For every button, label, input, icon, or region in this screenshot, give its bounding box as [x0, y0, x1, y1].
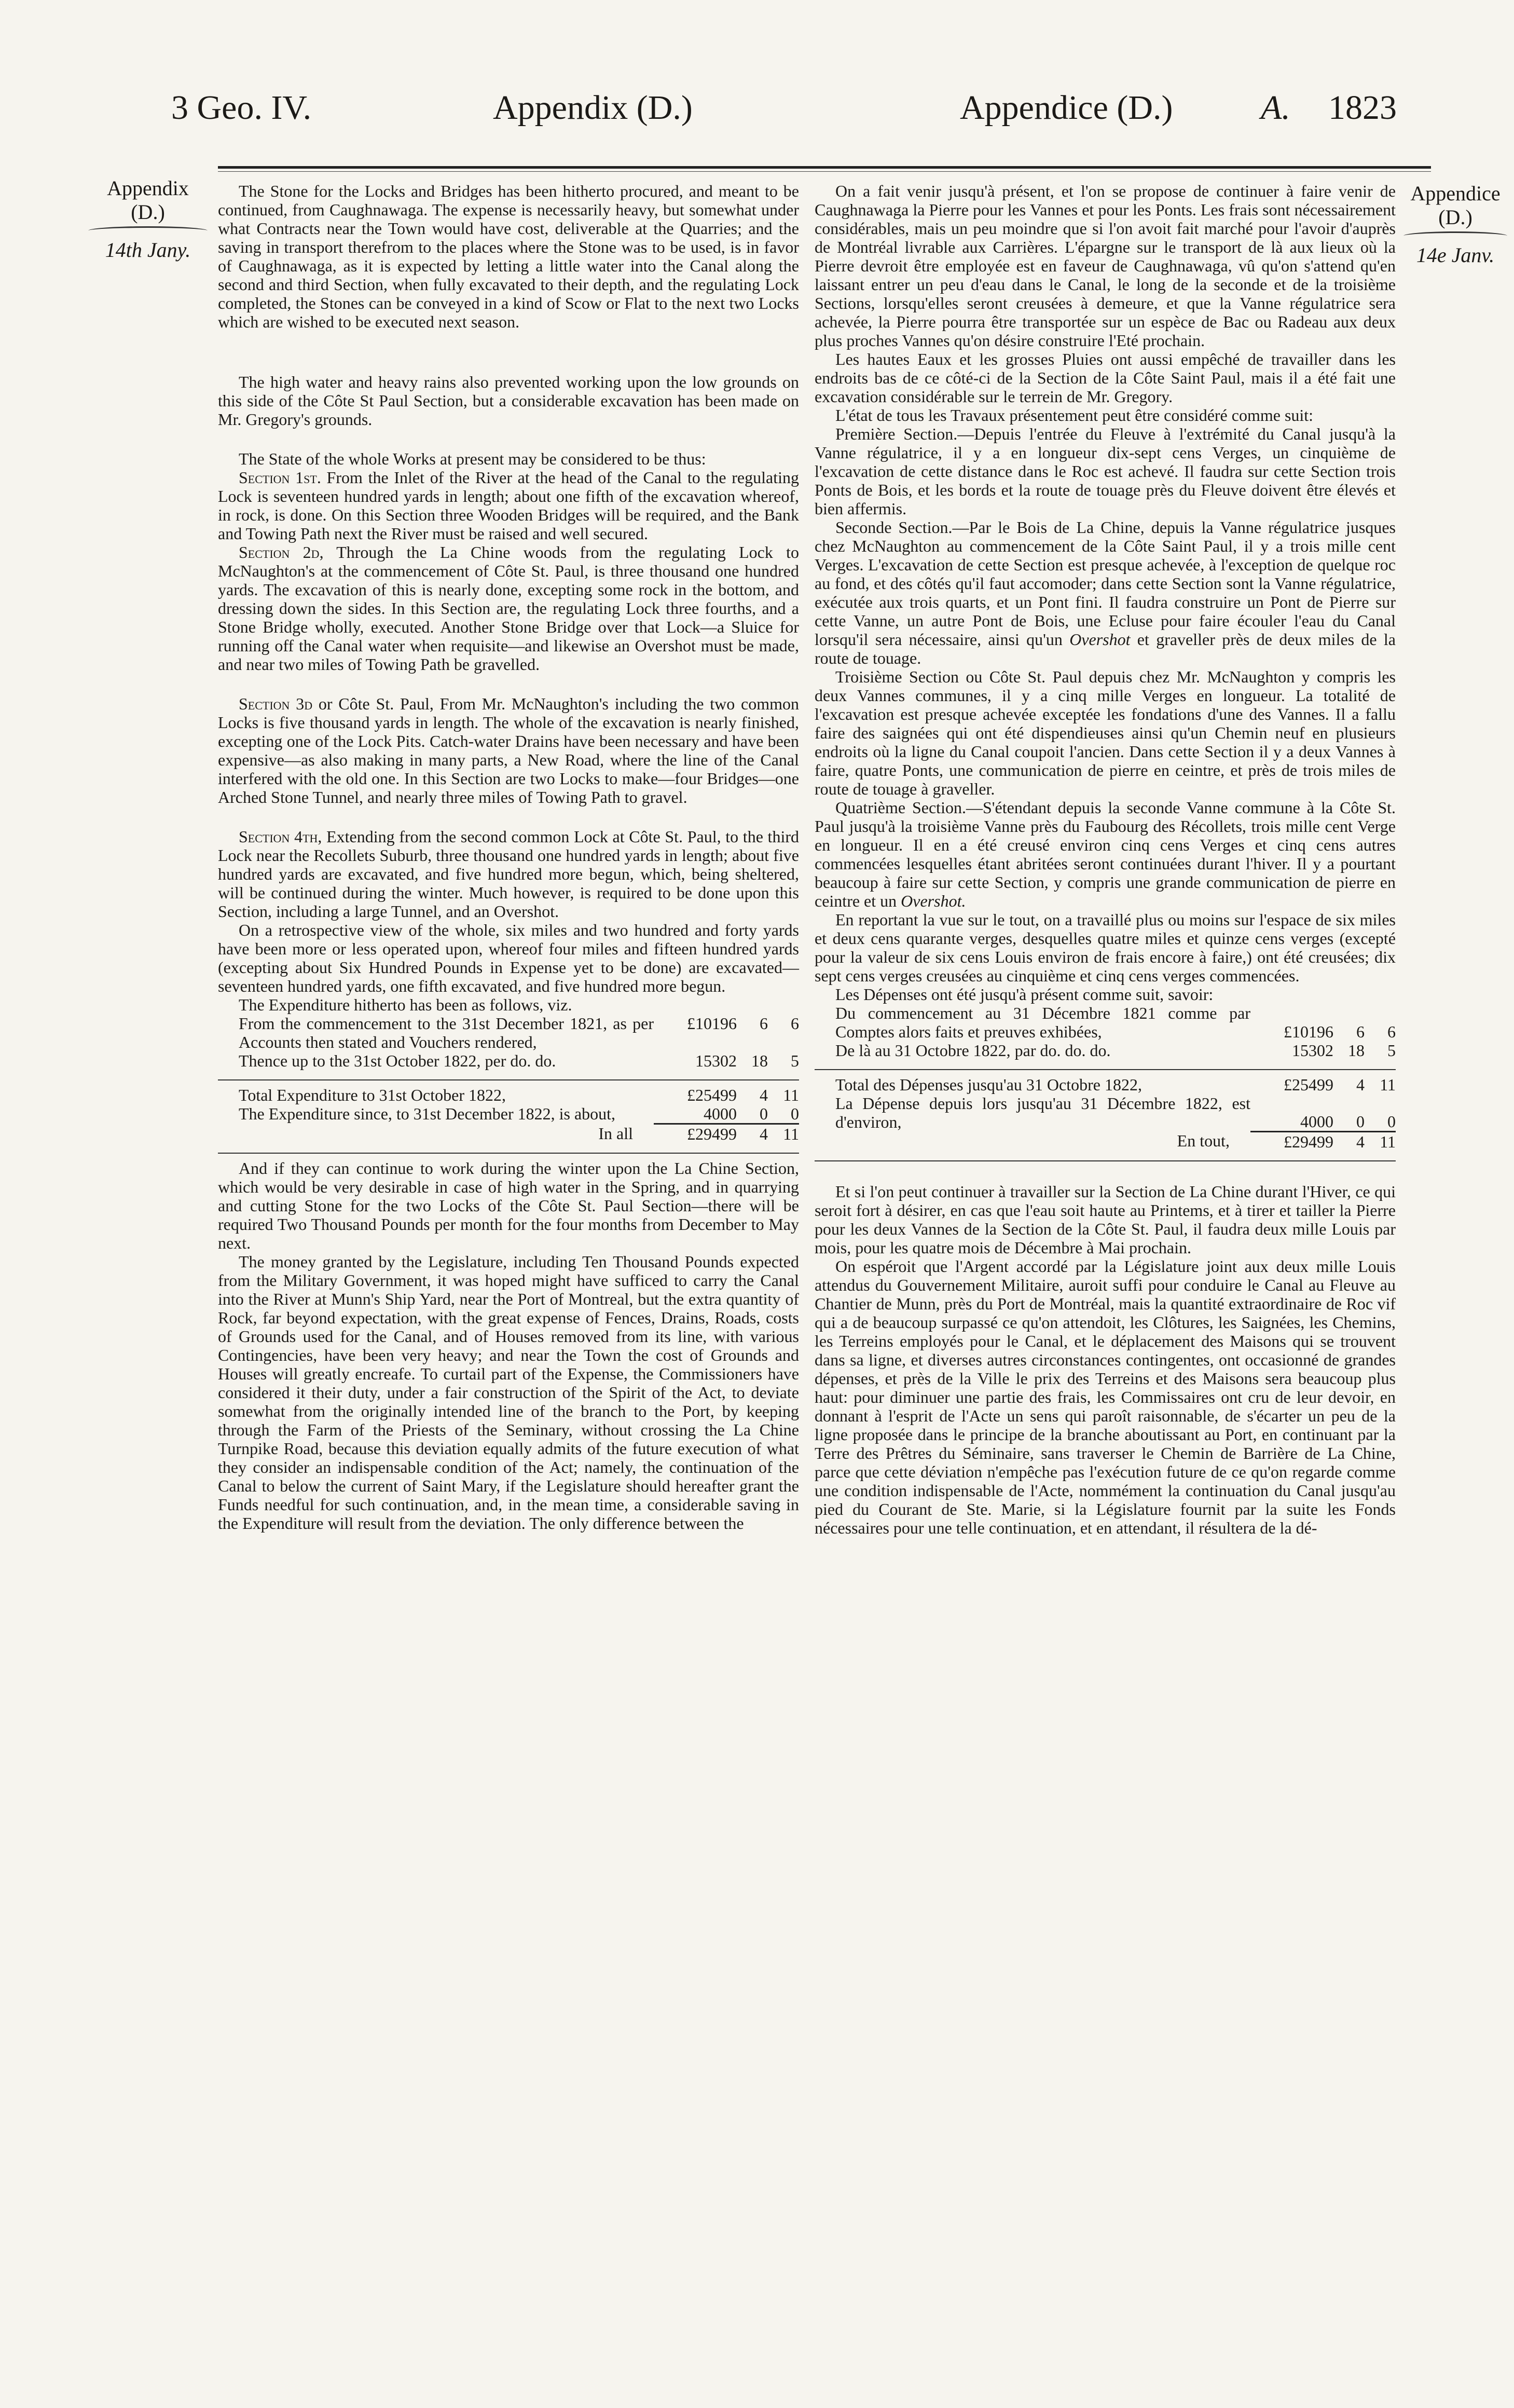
pence: 11 [1380, 1075, 1396, 1094]
shillings: 4 [1333, 1131, 1365, 1151]
shillings: 6 [1356, 1022, 1365, 1041]
margin-code: (D.) [1438, 206, 1472, 229]
header-rule-thin [218, 171, 1431, 172]
row-label: Thence up to the 31st October 1822, per do. do. [239, 1051, 556, 1070]
pence: 5 [1387, 1041, 1396, 1060]
row-label: Total des Dépenses jusqu'au 31 Octobre 1822, [835, 1075, 1142, 1094]
row-label: From the commencement to the 31st December 1821, as per Accounts then stated and Vouchers rendered, [239, 1014, 654, 1051]
table-row [218, 1104, 799, 1124]
section-paragraph [218, 827, 799, 921]
header-title-en: Appendix (D.) [493, 89, 693, 127]
totals-table [218, 1086, 799, 1143]
expenditure-table [218, 1014, 799, 1070]
margin-note-left [88, 176, 208, 262]
table-row [815, 1075, 1396, 1094]
section-text: or Côte St. Paul, From Mr. McNaughton's including the two common Locks is five thousand yards in length. The whole of the excavation is nearly finished, excepting one of the Lock Pits. Catch-water Drains have been necessary and have been expensive—as also making in many parts, a New Road, where the line of the Canal interfered with the old one. In this Section are two Locks to make—four Bridges—one Arched Stone Tunnel, and nearly three miles of Towing Path to gravel. [218, 694, 799, 806]
row-label: En tout, [1177, 1131, 1230, 1150]
paragraph: The Expenditure hitherto has been as follows, viz. [239, 995, 572, 1014]
section-heading: Section 4th, [239, 827, 322, 846]
shillings: 0 [1356, 1112, 1365, 1131]
pounds: £29499 [654, 1124, 737, 1144]
table-row [218, 1051, 799, 1070]
header-title-fr: Appendice (D.) [960, 89, 1173, 127]
table-row [815, 1131, 1396, 1151]
row-label: De là au 31 Octobre 1822, par do. do. do. [835, 1041, 1111, 1060]
paragraph: Troisième Section ou Côte St. Paul depuis chez Mr. McNaughton y compris les deux Vannes communes, il y a cinq mille Verges en longueur. La totalité de l'excavation est presque achevée exceptée les fondations d'une des Vannes. Il a fallu faire des saignées qui ont été dispendieuses ainsi qu'un Chemin neuf en plusieurs endroits où la ligne du Canal coupoit l'ancien. Dans cette Section il y a deux Vannes à faire, quatre Ponts, une communication de pierre en ceintre, et près de trois miles de route de touage à graveller. [815, 667, 1396, 798]
table-row [218, 1014, 799, 1051]
pence: 11 [783, 1086, 799, 1104]
shillings: 18 [751, 1051, 768, 1070]
section-heading: Section 1st. [239, 468, 321, 487]
section-paragraph [218, 543, 799, 674]
margin-label: Appendice [1410, 182, 1501, 205]
paragraph: The State of the whole Works at present may be considered to be thus: [239, 449, 706, 468]
expenditure-table [815, 1004, 1396, 1060]
table-row [815, 1004, 1396, 1041]
section-text: et graveller près de deux miles de la route de touage. [815, 630, 1396, 667]
pounds: £10196 [687, 1014, 737, 1033]
pounds: £25499 [687, 1086, 737, 1104]
pence: 6 [791, 1014, 799, 1033]
pounds: 15302 [695, 1051, 737, 1070]
paragraph: Première Section.—Depuis l'entrée du Fleuve à l'extrémité du Canal jusqu'à la Vanne régulatrice, il y a en longueur dix-sept cens Verges, un cinquième de l'excavation de cette distance dans le Roc est achevé. Il faudra sur cette Section trois Ponts de Bois, et les bords et la route de touage près du Fleuve doivent être élevés et bien affermis. [815, 425, 1396, 518]
shillings: 4 [1356, 1075, 1365, 1094]
running-head [171, 88, 1436, 150]
shillings: 6 [760, 1014, 768, 1033]
margin-date: 14th Jany. [105, 238, 191, 262]
paragraph: And if they can continue to work during the winter upon the La Chine Section, which would be very desirable in case of high water in the Spring, and in quarrying and cutting Stone for the two Locks of the Côte St. Paul Section—there will be required Two Thousand Pounds per month for the four months from December to May next. [218, 1159, 799, 1252]
table-row [815, 1041, 1396, 1060]
section-paragraph [815, 518, 1396, 667]
section-text: From the Inlet of the River at the head of the Canal to the regulating Lock is seventeen hundred yards in length; about one fifth of the excavation whereof, in rock, is done. On this Section three Wooden Bridges will be required, and the Bank and Towing Path next the River must be raised and well secured. [218, 468, 799, 543]
margin-brace [88, 226, 208, 235]
pounds: £25499 [1284, 1075, 1333, 1094]
paragraph: The Stone for the Locks and Bridges has been hitherto procured, and meant to be continued, from Caughnawaga. The expense is necessarily heavy, but somewhat under what Contracts near the Town would have cost, deliverable at the Quarries; and the saving in transport therefrom to the places where the Stone was to be used, is in favor of Caughnawaga, as it is expected by letting a little water into the Canal along the second and third Section, when fully excavated to their depth, and the regulating Lock completed, the Stones can be conveyed in a kind of Scow or Flat to the next two Locks which are wished to be executed next season. [218, 182, 799, 331]
english-column [218, 182, 799, 1533]
paragraph: Les hautes Eaux et les grosses Pluies ont aussi empêché de travailler dans les endroits bas de ce côté-ci de la Section de la Côte Saint Paul, mais il a été fait une excavation considérable sur le terrein de Mr. Gregory. [815, 350, 1396, 406]
paragraph: L'état de tous les Travaux présentement peut être considéré comme suit: [835, 406, 1314, 425]
total-rule [218, 1079, 799, 1080]
pounds: 4000 [704, 1104, 737, 1123]
pence: 0 [791, 1104, 799, 1123]
totals-table [815, 1075, 1396, 1151]
section-rule [815, 1160, 1396, 1161]
paragraph: En reportant la vue sur le tout, on a travaillé plus ou moins sur l'espace de six miles et deux cens quarante verges, desquelles quatre miles et quinze cens verges (excepté pour la valeur de six cens Louis environ de frais encore à faire,) ont été creusées; dix sept cens verges creusées au cinquième et cinq cens verges commencées. [815, 910, 1396, 985]
header-letter: A. [1261, 89, 1290, 127]
table-row [218, 1124, 799, 1144]
row-label: La Dépense depuis lors jusqu'au 31 Décembre 1822, est d'environ, [835, 1094, 1250, 1131]
shillings: 4 [760, 1086, 768, 1104]
paragraph: Et si l'on peut continuer à travailler sur la Section de La Chine durant l'Hiver, ce qui seroit fort à désirer, en cas que l'eau soit haute au Printems, et à tirer et tailler la Pierre pour les deux Vannes de la Section de la Côte St. Paul, il faudra deux mille Louis par mois, pour les quatre mois de Décembre à Mai prochain. [815, 1182, 1396, 1257]
section-text: Extending from the second common Lock at Côte St. Paul, to the third Lock near the Recollets Suburb, three thousand one hundred yards in length; about five hundred yards are excavated, and five hundred more begun, which, being sheltered, will be continued during the winter. Much however, is required to be done upon this Section, including a large Tunnel, and an Overshot. [218, 827, 799, 921]
italic-term: Overshot. [901, 892, 966, 910]
pence: 11 [1365, 1131, 1396, 1151]
paragraph: On a fait venir jusqu'à présent, et l'on se propose de continuer à faire venir de Caughnawaga la Pierre pour les Vannes et pour les Ponts. Les frais sont nécessairement considérables, mais un peu moindre que si l'on avoit fait marché pour l'avoir d'auprès de Montréal livrable aux Carrières. L'épargne sur le transport de là aux lieux où la Pierre devroit être employée est en faveur de Caughnawaga, vû qu'on s'attend qu'en laissant entrer un peu d'eau dans le Canal, le long de la seconde et de la troisième Sections, lorsqu'elles seront creusées à demeure, et que la Vanne régulatrice sera achevée, la Pierre pourra être transportée sur un espèce de Bac ou Radeau aux deux plus proches Vannes qu'on désire construire l'Eté prochain. [815, 182, 1396, 350]
pounds: £10196 [1284, 1022, 1333, 1041]
paragraph: On a retrospective view of the whole, six miles and two hundred and forty yards have been more or less operated upon, whereof four miles and fifteen hundred yards (excepting about Six Hundred Pounds in Expense yet to be done) are excavated—seventeen hundred yards, one fifth excavated, and five hundred more begun. [218, 921, 799, 995]
paragraph: The high water and heavy rains also prevented working upon the low grounds on this side of the Côte St Paul Section, but a considerable excavation has been made on Mr. Gregory's grounds. [218, 373, 799, 429]
margin-code: (D.) [131, 200, 165, 224]
table-row [815, 1094, 1396, 1131]
row-label: Du commencement au 31 Décembre 1821 comme par Comptes alors faits et preuves exhibées, [835, 1004, 1250, 1041]
paragraph: On espéroit que l'Argent accordé par la Législature joint aux deux mille Louis attendus du Gouvernement Militaire, auroit suffi pour conduire le Canal au Fleuve au Chantier de Munn, près du Port de Montréal, mais la quantité extraordinaire de Roc vif qui a de beaucoup surpassé ce qu'on attendoit, les Clôtures, les Saignées, les Chemins, les Terreins employés pour le Canal, et le déplacement des Maisons qui se trouvent dans sa ligne, et diverses autres circonstances contingentes, ont occasionné de grandes dépenses, et près de la Ville le prix des Terreins et des Maisons sera beaucoup plus haut: pour diminuer une partie des frais, les Commissaires ont cru de leur devoir, en donnant à l'esprit de l'Acte un sens qui paroît raisonnable, de s'écarter un peu de la ligne proposée dans le principe de la branche aboutissant au Port, en continuant par la Terre des Prêtres du Séminaire, sans traverser le Chemin de Barrière de La Chine, parce que cette déviation n'empêche pas l'exécution future de ce qu'on regarde comme une condition indispensable de l'Acte, nommément la continuation du Canal jusqu'au pied du Courant de Ste. Marie, si la Législature fournit par la suite les Fonds nécessaires pour une telle continuation, et en attendant, il résultera de la dé- [815, 1256, 1396, 1537]
header-rule [218, 166, 1431, 169]
section-text: Quatrième Section.—S'étendant depuis la seconde Vanne commune à la Côte St. Paul jusqu'à la troisième Vanne près du Faubourg des Récollets, trois mille cent Verge en longueur. Il en a été creusé environ cinq cens Verges et cinq cens autres commencées lesquelles étant abritées seront continuées durant l'hiver. Il y a pourtant beaucoup à faire sur cette Section, y compris une grande communication de pierre en ceintre et un [815, 798, 1396, 910]
paragraph: Les Dépenses ont été jusqu'à présent comme suit, savoir: [835, 985, 1214, 1004]
row-label: The Expenditure since, to 31st December 1822, is about, [239, 1104, 616, 1123]
section-rule [218, 1153, 799, 1154]
pounds: £29499 [1250, 1131, 1333, 1151]
pence: 6 [1387, 1022, 1396, 1041]
total-rule [815, 1069, 1396, 1070]
pence: 11 [768, 1124, 799, 1144]
section-paragraph [218, 694, 799, 806]
italic-term: Overshot [1069, 630, 1131, 649]
paragraph: The money granted by the Legislature, including Ten Thousand Pounds expected from the Military Government, it was hoped might have sufficed to carry the Canal into the River at Munn's Ship Yard, near the Port of Montreal, but the extra quantity of Rock, far beyond expectation, with the great expense of Fences, Drains, Roads, costs of Grounds used for the Canal, and of Houses removed from its line, with various Contingencies, have been very heavy; and near the Town the cost of Grounds and Houses will greatly encreafe. To curtail part of the Expense, the Commissioners have considered it their duty, under a fair construction of the Spirit of the Act, to deviate somewhat from the originally intended line of the branch to the Port, by keeping through the Farm of the Priests of the Seminary, without crossing the La Chine Turnpike Road, because this deviation equally admits of the future execution of what they consider an indispensable condition of the Act; namely, the continuation of the Canal to below the current of Saint Mary, if the Legislature should hereafter grant the Funds needful for such continuation, and, in the mean time, a considerable saving in the Expenditure will result from the deviation. The only difference between the [218, 1252, 799, 1533]
shillings: 4 [737, 1124, 768, 1144]
section-heading: Section 3d [239, 694, 313, 713]
section-paragraph [218, 468, 799, 543]
margin-brace [1403, 231, 1507, 240]
section-text: Through the La Chine woods from the regulating Lock to McNaughton's at the commencement of Côte St. Paul, is three thousand one hundred yards. The excavation of this is nearly done, excepting some rock in the bottom, and dressing down the sides. In this Section are, the regulating Lock three fourths, and a Stone Bridge wholly, executed. Another Stone Bridge over that Lock—a Sluice for running off the Canal water when requisite—and likewise an Overshot must be made, and near two miles of Towing Path be gravelled. [218, 543, 800, 674]
french-column [815, 182, 1396, 1537]
pence: 5 [791, 1051, 799, 1070]
row-label: Total Expenditure to 31st October 1822, [239, 1086, 506, 1104]
pounds: 15302 [1292, 1041, 1333, 1060]
margin-note-right [1403, 182, 1507, 267]
shillings: 18 [1348, 1041, 1365, 1060]
regnal-year: 3 Geo. IV. [171, 89, 312, 127]
row-label: In all [598, 1124, 633, 1143]
pounds: 4000 [1300, 1112, 1333, 1131]
margin-label: Appendix [107, 176, 189, 200]
table-row [218, 1086, 799, 1104]
shillings: 0 [760, 1104, 768, 1123]
section-heading: Section 2d, [239, 543, 324, 562]
section-paragraph [815, 798, 1396, 910]
header-year: 1823 [1328, 89, 1397, 127]
section-text: Seconde Section.—Par le Bois de La Chine, depuis la Vanne régulatrice jusques chez McNaughton au commencement de la Côte Saint Paul, il y a trois mille cent Verges. L'excavation de cette Section est presque achevée, à l'exception de quelque roc au fond, et des côtés qu'il faut accomoder; dans cette Section sont la Vanne régulatrice, exécutée aux trois quarts, et un Pont fini. Il faudra construire un Pont de Pierre sur cette Vanne, un autre Pont de Bois, une Ecluse pour faire écouler l'eau du Canal lorsqu'il sera nécessaire, ainsi qu'un [815, 518, 1396, 649]
margin-date: 14e Janv. [1416, 243, 1495, 267]
pence: 0 [1387, 1112, 1396, 1131]
